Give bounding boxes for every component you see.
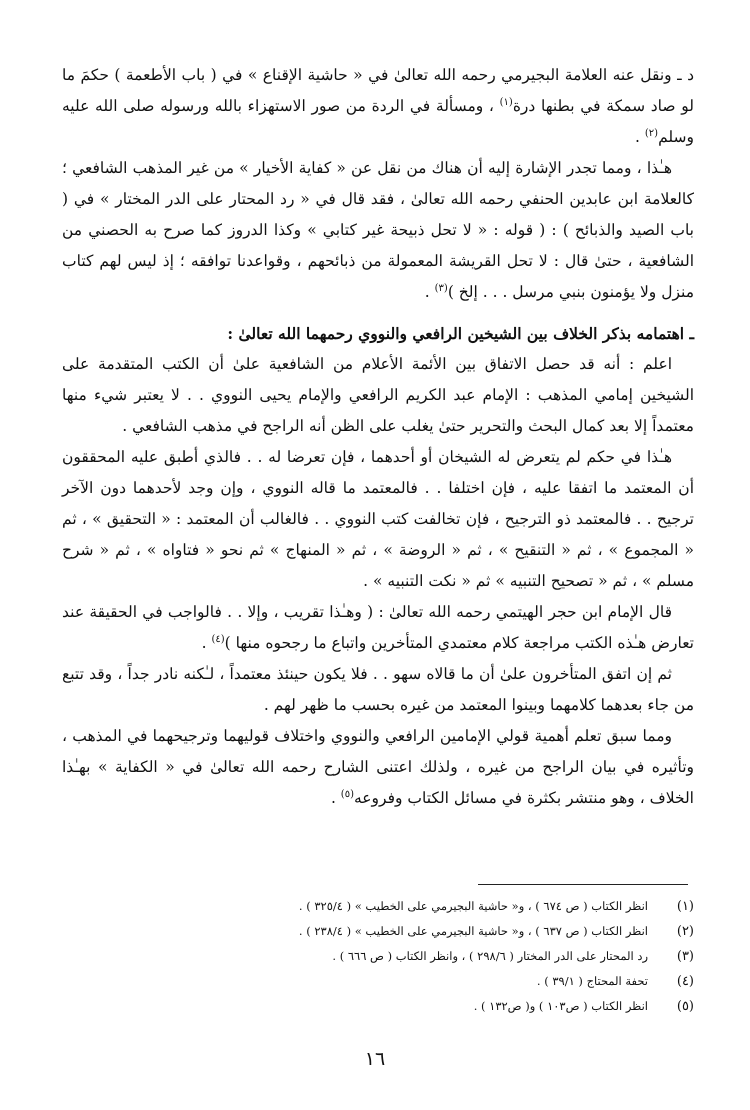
footnote-text: تحفة المحتاج ( ٣٩/١ ) . [536,974,648,988]
page-number: ١٦ [364,1048,386,1070]
footnotes [62,894,694,1019]
footnote-5 [62,994,694,1019]
footnote-text: انظر الكتاب ( ص ٦٣٧ ) ، و« حاشية البجيرمي على الخطيب » ( ٢٣٨/٤ ) . [298,924,648,938]
paragraph-4: هـٰذا في حكم لم يتعرض له الشيخان أو أحدهما ، فإن تعرضا له . . فالذي أطبق عليه المحققون أن المعتمد ما اتفقا عليه ، فإن اختلفا . . فالمعتمد ما قاله النووي ، وإن وجد لأحدهما دون الآخر ترجيح . . فالمعتمد ذو الترجيح ، فإن تخالفت كتب النووي . . فالغالب أن المعتمد : « التحقيق » ، ثم « المجموع » ، ثم « التنقيح » ، ثم « الروضة » ، ثم « المنهاج » ثم نحو « فتاواه » ، ثم « شرح مسلم » ، ثم « تصحيح التنبيه » ثم « نكت التنبيه » . [62,448,694,590]
paragraph-2: هـٰذا ، ومما تجدر الإشارة إليه أن هناك من نقل عن « كفاية الأخيار » من غير المذهب الشافعي ؛ كالعلامة ابن عابدين الحنفي رحمه الله تعالىٰ ، فقد قال في « رد المحتار على الدر المختار » في ( باب الصيد والذبائح ) : ( قوله : « لا تحل ذبيحة غير كتابي » وكذا الدروز كما صرح به الحصني من الشافعية ، حتىٰ قال : لا تحل القريشة المعمولة من ذبائحهم ، وقواعدنا توافقه ؛ إذ ليس لهم كتاب منزل ولا يؤمنون بنبي مرسل . . . إلخ )$^{(٣)}$ . [62,159,694,301]
footnote-1 [62,894,694,919]
footnote-text: انظر الكتاب ( ص١٠٣ ) و( ص١٣٢ ) . [473,999,648,1013]
paragraph-3: اعلم : أنه قد حصل الاتفاق بين الأئمة الأعلام من الشافعية علىٰ أن الكتب المتقدمة على الشيخين إمامي المذهب : الإمام عبد الكريم الرافعي والإمام يحيى النووي . . لا يعتبر شيء منها معتمداً إلا بعد كمال البحث والتحرير حتىٰ يغلب على الظن أنه الراجح في مذهب الشافعي . [62,355,694,435]
footnote-number: (٥) [676,999,694,1014]
footnote-ref-3[interactable]: (٣) [434,282,448,294]
footnote-separator [478,884,688,885]
paragraph-6: ثم إن اتفق المتأخرون علىٰ أن ما قالاه سهو . . فلا يكون حينئذ معتمداً ، لـٰكنه نادر جداً ، وقد تتبع من جاء بعدهما كلامهما وبينوا المعتمد من غيره بحسب ما ظهر لهم . [62,665,694,714]
footnote-3 [62,944,694,969]
footnote-ref-5[interactable]: (٥) [340,788,354,800]
footnote-text: رد المحتار على الدر المختار ( ٢٩٨/٦ ) ، وانظر الكتاب ( ص ٦٦٦ ) . [332,949,648,963]
footnote-number: (٣) [676,949,694,964]
footnote-ref-4[interactable]: (٤) [211,633,225,645]
footnote-2 [62,919,694,944]
paragraph-7: ومما سبق تعلم أهمية قولي الإمامين الرافعي والنووي واختلاف قوليهما وترجيحهما في المذهب ، وتأثيره في بيان الراجح من غيره ، ولذلك اعتنى الشارح رحمه الله تعالىٰ في « الكفاية » بهـٰذا الخلاف ، وهو منتشر بكثرة في مسائل الكتاب وفروعه$^{(٥)}$ . [62,727,694,807]
section-heading: ـ اهتمامه بذكر الخلاف بين الشيخين الرافعي والنووي رحمهما الله تعالىٰ : [227,324,694,343]
footnote-number: (٤) [676,974,694,989]
footnote-text: انظر الكتاب ( ص ٦٧٤ ) ، و« حاشية البجيرمي على الخطيب » ( ٣٢٥/٤ ) . [298,899,648,913]
footnote-number: (١) [676,899,694,914]
footnote-ref-1[interactable]: (١) [499,96,513,108]
footnote-number: (٢) [676,924,694,939]
paragraph-5: قال الإمام ابن حجر الهيتمي رحمه الله تعالىٰ : ( وهـٰذا تقريب ، وإلا . . فالواجب في الحقيقة عند تعارض هـٰذه الكتب مراجعة كلام معتمدي المتأخرين واتباع ما رجحوه منها )$^{(٤)}$ . [62,603,694,652]
page-body [62,60,694,814]
footnote-4 [62,969,694,994]
footnote-ref-2[interactable]: (٢) [644,127,659,139]
paragraph-1: د ـ ونقل عنه العلامة البجيرمي رحمه الله تعالىٰ في « حاشية الإقناع » في ( باب الأطعمة ) حكمَ ما لو صاد سمكة في بطنها درة$^{(١)}$ ، ومسألة في الردة من صور الاستهزاء بالله ورسوله صلى الله عليه وسلم$^{(٢)}$ . [62,66,694,146]
